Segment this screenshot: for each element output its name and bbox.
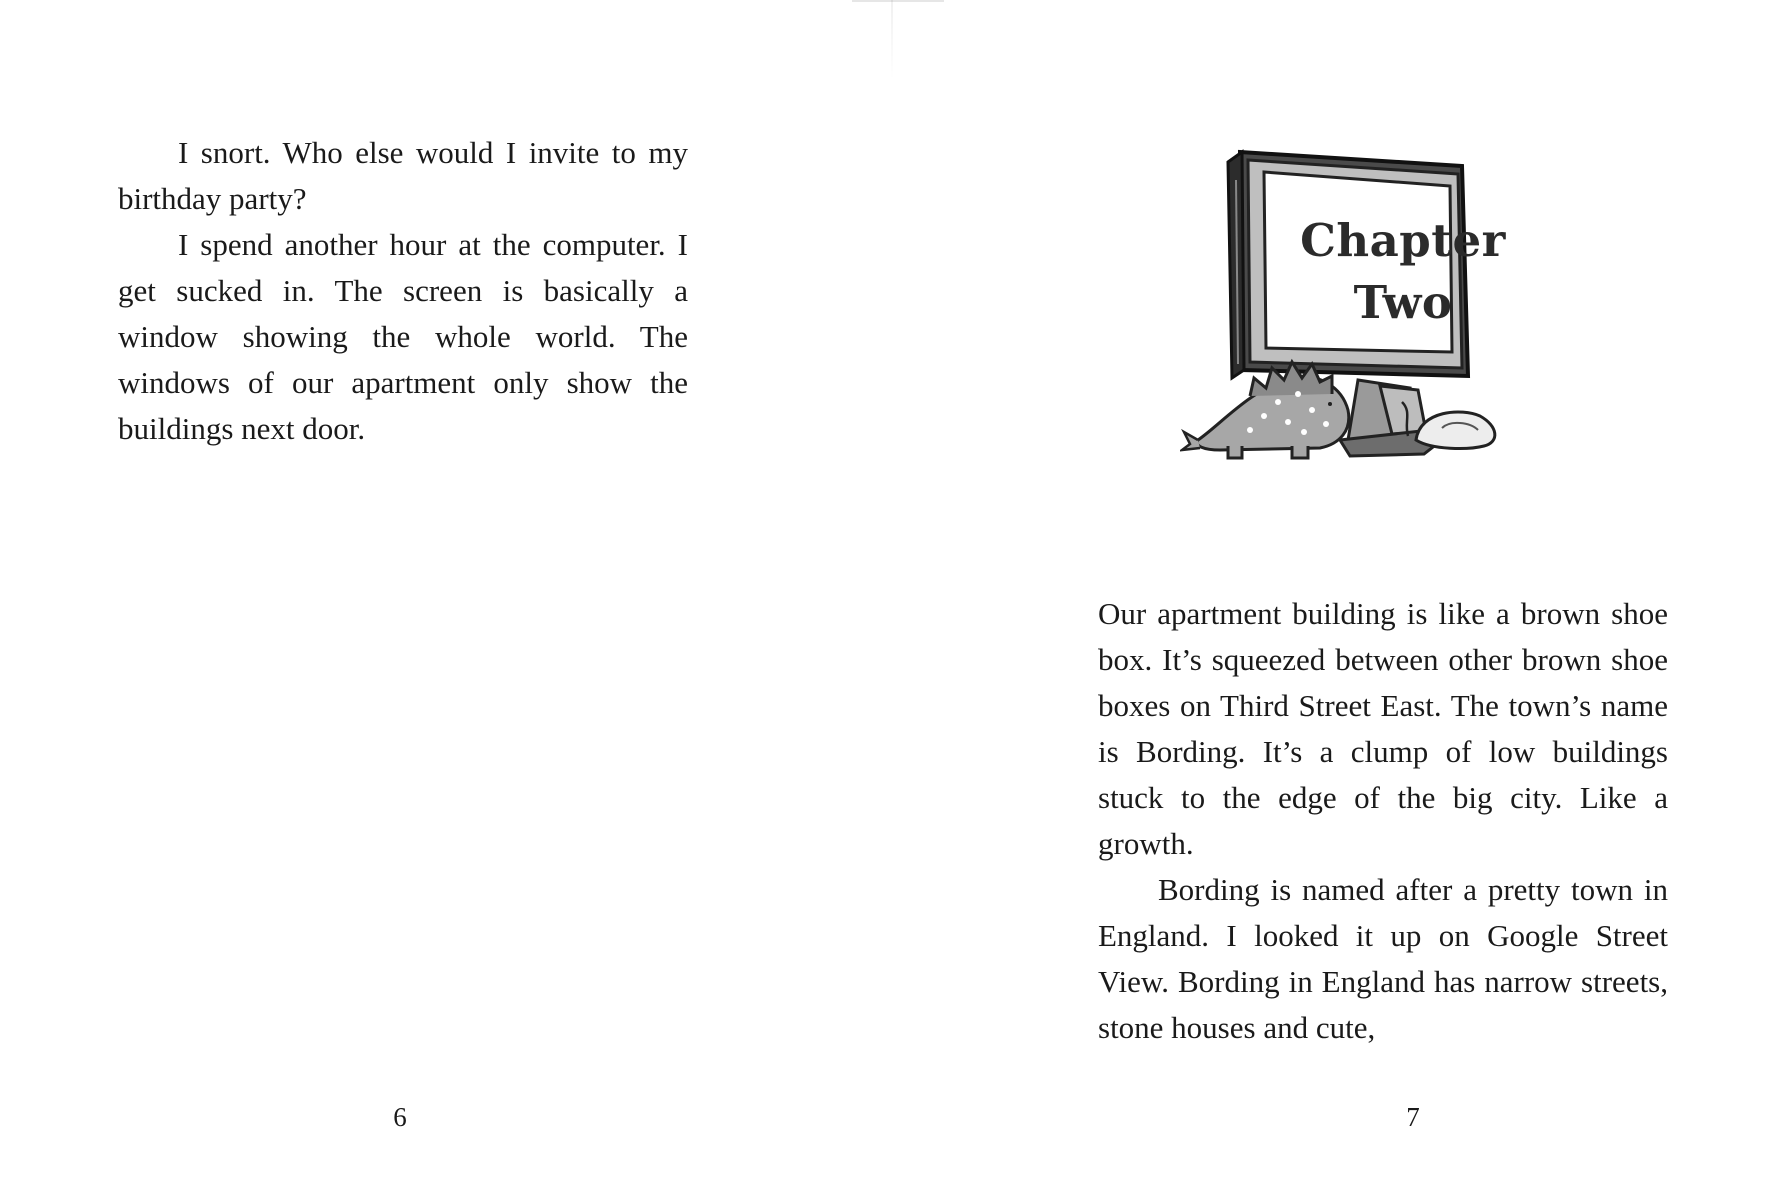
stegosaurus-toy-icon (1182, 362, 1349, 458)
right-page-text (1098, 591, 1668, 1051)
left-page-text (118, 130, 688, 452)
chapter-heading (1290, 210, 1516, 334)
paragraph: Bording is named after a pretty town in England. I looked it up on Google Street View. Bording in England has narrow streets, stone houses and cute, (1098, 872, 1668, 1045)
paragraph: Our apartment building is like a brown shoe box. It’s squeezed between other brown shoe boxes on Third Street East. The town’s name is Bording. It’s a clump of low buildings stuck to the edge of the big city. Like a growth. (1098, 596, 1668, 861)
chapter-illustration (1180, 140, 1560, 470)
right-page (892, 0, 1784, 1200)
paragraph: I spend another hour at the computer. I get sucked in. The screen is basically a window showing the whole world. The windows of our apartment only show the buildings next door. (118, 227, 688, 446)
chapter-heading-line2: Two (1353, 276, 1453, 329)
page-number: 6 (393, 1102, 407, 1132)
chapter-heading-line1: Chapter (1300, 214, 1506, 267)
paragraph: I snort. Who else would I invite to my birthday party? (118, 135, 688, 216)
page-number: 7 (1406, 1102, 1420, 1132)
